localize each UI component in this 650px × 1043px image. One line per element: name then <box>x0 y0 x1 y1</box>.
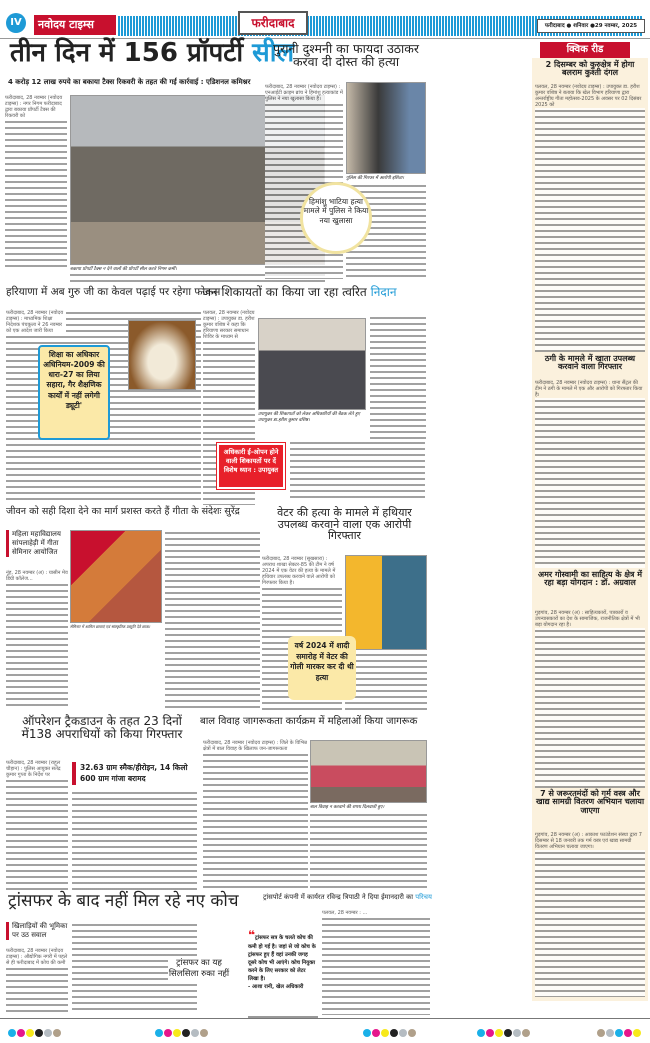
lead-subhead: 4 करोड़ 12 लाख रुपये का बकाया टैक्स रिकवरी के तहत की गई कार्रवाई : एडिशनल कमिश्नर <box>8 78 251 86</box>
quick-read-headline-1: 2 दिसम्बर को कुरुक्षेत्र में होगा बलराम कुश्ती दंगल <box>545 60 635 78</box>
gita-body: नूंह, 28 नवम्बर (अ) : यासीन मेव डिग्री कॉलेज... <box>6 570 68 708</box>
lead-headline-accent: सील <box>252 38 295 68</box>
trackdown-body: फरीदाबाद, 28 नवम्बर (राहुल चौहान) : पुलिस आयुक्त सतेंद्र कुमार गुप्ता के निर्देश पर <box>6 760 68 890</box>
trackdown-headline: ऑपरेशन ट्रैकडाउन के तहत 23 दिनों में138 अपराधियों को किया गिरफ्तार <box>21 714 183 741</box>
gita-caption: सेमिनार में शामिल छात्राएं एवं सांस्कृतिक प्रस्तुति देते छात्रा। <box>70 624 151 629</box>
grievance-body-2 <box>290 440 425 502</box>
education-headline: हरियाणा में अब गुरु जी का केवल पढ़ाई पर रहेगा फोकस <box>6 286 221 298</box>
grievance-headline-text: जन शिकायतों का किया जा रहा त्वरित <box>202 285 371 299</box>
education-callout: शिक्षा का अधिकार अधिनियम-2009 की धारा-27 का लिया सहारा, गैर शैक्षणिक कार्यों में नहीं लगेगी ड्यूटी' <box>38 345 110 440</box>
coach-quote-author: - आशा रानी, खेल अधिकारी <box>248 983 304 990</box>
child-marriage-headline: बाल विवाह जागरूकता कार्यक्रम में महिलाओं किया जागरूक <box>200 716 418 727</box>
waiter-body-2 <box>345 652 427 710</box>
lead-body: फरीदाबाद, 28 नवम्बर (नवोदय टाइम्स) : नगर निगम फरीदाबाद द्वारा बकाया प्रॉपर्टी टैक्स की रिकवरी को <box>5 95 67 270</box>
quick-read-headline-4: 7 से जरूरतमंदों को गर्म वस्त्र और खाद्य सामग्री वितरण अभियान चलाया जाएगा <box>535 789 645 815</box>
grievance-headline <box>202 286 427 299</box>
quick-read-body-1: पलवल, 28 नवम्बर (नवोदय टाइम्स) : उपायुक्त डा. हरीश कुमार वशिष्ठ ने बताया कि खेल विभाग हरियाणा द्वारा अन्तर्राष्ट्रीय गीता महोत्सव-2025 के अवसर पर 02 दिसंबर 2025 को <box>535 84 645 352</box>
grievance-headline-accent: निदान <box>370 285 397 299</box>
coach-quote <box>248 926 318 1018</box>
paper-logo: नवोदय टाइम्स <box>34 15 116 35</box>
coach-headline: ट्रांसफर के बाद नहीं मिल रहे नए कोच <box>8 891 239 911</box>
grievance-photo <box>258 318 366 410</box>
lead-headline-text: तीन दिन में 156 प्रॉपर्टी <box>10 38 253 68</box>
murder-photo <box>346 82 426 174</box>
trackdown-kicker: 32.63 ग्राम स्मैक/हीरोइन, 14 किलो 600 ग्राम गांजा बरामद <box>72 762 197 785</box>
child-marriage-caption: बाल विवाह न करवाने की शपथ दिलवाती हुए। <box>310 805 385 810</box>
coach-quote-text: ट्रांसफर सत्र के चलते कोच की कमी हो गई है। जहां से जो कोच के ट्रांसफर हुए हैं वहां उनकी जगह दूसरे कोच भी आएंगे। कोच नियुक्त करने के लिए सरकार को लेटर लिखा है। <box>248 935 316 982</box>
child-marriage-body-2 <box>310 812 427 890</box>
murder-caption: पुलिस की गिरफ्त में आरोपी इशिता। <box>346 176 405 181</box>
quick-read-headline-2: ठगी के मामले में खाता उपलब्ध करवाने वाला गिरफ्तार <box>544 354 636 372</box>
quick-read-title: क्विक रीड <box>540 42 630 58</box>
quick-read-headline-3: अमर गोस्वामी का साहित्य के क्षेत्र में रहा बड़ा योगदान : डॉ. अग्रवाल <box>538 570 642 588</box>
lead-caption: बकाया प्रॉपर्टी टैक्स न देने वालों की प्रॉपर्टी सील करते निगम कर्मी। <box>70 267 177 272</box>
child-marriage-body: फरीदाबाद, 28 नवम्बर (नवोदय टाइम्स) : जिले के विभिन्न क्षेत्रों में बाल विवाह के खिलाफ जन-जागरूकता <box>203 740 308 890</box>
honesty-headline-text: ट्रांसपोर्ट कंपनी में कार्यरत रविन्द्र त्रिपाठी ने दिया ईमानदारी का <box>263 893 416 901</box>
gita-photo <box>70 530 162 623</box>
murder-body: फरीदाबाद, 28 नवम्बर (नवोदय टाइम्स) : एनआईटी क्राइम ब्रांच ने हिमांशु हत्याकांड में पुलिस ने नया खुलासा किया है। <box>265 84 343 279</box>
dateline-box: फरीदाबाद ● शनिवार ●29 नवम्बर, 2025 <box>537 19 645 33</box>
quote-icon: ❝ <box>248 928 256 942</box>
color-registration-marks <box>5 1022 645 1032</box>
grievance-callout: अधिकारी ई-ओपन होने वाली शिकायतों पर दें विशेष ध्यान : उपायुक्त <box>217 443 285 489</box>
grievance-body: पलवल, 28 नवम्बर (नवोदय टाइम्स) : उपायुक्त डा. हरीश कुमार वशिष्ठ ने कहा कि हरियाणा सरकार समाधान शिविर के माध्यम से <box>203 310 255 505</box>
section-tab: फरीदाबाद <box>238 11 308 35</box>
arrest-cartoon <box>345 555 427 650</box>
page-number-badge: IV <box>6 13 26 33</box>
quick-read-body-2: फरीदाबाद, 28 नवम्बर (नवोदय टाइम्स) : थाना सैंट्रल की टीम ने ठगी के मामले में एक और आरोपी को गिरफ्तार किया है। <box>535 380 645 568</box>
gita-headline: जीवन को सही दिशा देने का मार्ग प्रशस्त करते हैं गीता के संदेशः सुरेंद्र <box>6 506 240 517</box>
coach-kicker: खिलाड़ियों की भूमिका पर उठ सवाल <box>6 922 68 940</box>
child-marriage-photo <box>310 740 427 803</box>
quick-read-body-4: गुड़गांव, 28 नवम्बर (अ) : आकाश फाउंडेशन संस्था द्वारा 7 दिसम्बर से 18 जनवरी तक गर्म वस्त्र एवं खाद्य सामग्री वितरण अभियान चलाया जाएगा। <box>535 832 645 997</box>
trackdown-body-2 <box>72 790 197 890</box>
coach-body: फरीदाबाद, 28 नवम्बर (नवोदय टाइम्स) : औद्योगिक नगरी में पहले से ही फरीदाबाद में कोच की कमी <box>6 948 68 1013</box>
waiter-callout: वर्ष 2024 में शादी समारोह में वेटर की गोली मारकर कर दी थी हत्या <box>288 636 356 700</box>
grievance-body-3 <box>370 315 426 440</box>
grievance-caption: उपायुक्त की शिकायतों को लेकर अधिकारियों की बैठक लेते हुए उपायुक्त डा.हरीश कुमार वशिष्ठ। <box>258 412 360 423</box>
honesty-body: पलवल, 28 नवम्बर : ... <box>322 910 430 1015</box>
education-body: फरीदाबाद, 28 नवम्बर (नवोदय टाइम्स) : माध्यमिक शिक्षा निदेशक पंचकूला ने 26 नवम्बर को एक आदेश जारी किया <box>6 310 201 500</box>
murder-callout: हिमांशु भाटिया हत्या मामले में पुलिस ने किया नया खुलासा <box>300 182 372 254</box>
gita-body-2 <box>165 530 260 708</box>
book-photo <box>128 320 196 390</box>
waiter-body: फरीदाबाद, 28 नवम्बर (सुखसारा) : अपराध शाखा सेक्टर-85 की टीम ने वर्ष 2024 में एक वेटर की हत्या के मामले में हथियार उपलब्ध करवाने वाले आरोपी को गिरफ्तार किया है। <box>262 556 342 711</box>
waiter-headline: वेटर की हत्या के मामले में हथियार उपलब्ध करवाने वाला एक आरोपी गिरफ्तार <box>277 506 412 543</box>
quick-read-body-3: गुड़गांव, 28 नवम्बर (अ) : साहित्यकारों, पत्रकारों व उपन्यासकारों का देश के सामाजिक, राजनीतिक क्षेत्रों में भी बड़ा योगदान रहा है। <box>535 610 645 788</box>
coach-subhead: ट्रांसफर का यह सिलसिला रुका नहीं <box>168 958 230 980</box>
honesty-headline <box>263 894 431 901</box>
gita-kicker: महिला महाविद्यालय सांपलाहेड़ी में गीता सेमिनार आयोजित <box>6 530 68 557</box>
column-rule <box>0 1018 650 1019</box>
honesty-headline-accent: परिचय <box>415 893 432 901</box>
murder-headline: पुरानी दुश्मनी का फायदा उठाकर करवा दी दोस्त की हत्या <box>272 41 420 70</box>
